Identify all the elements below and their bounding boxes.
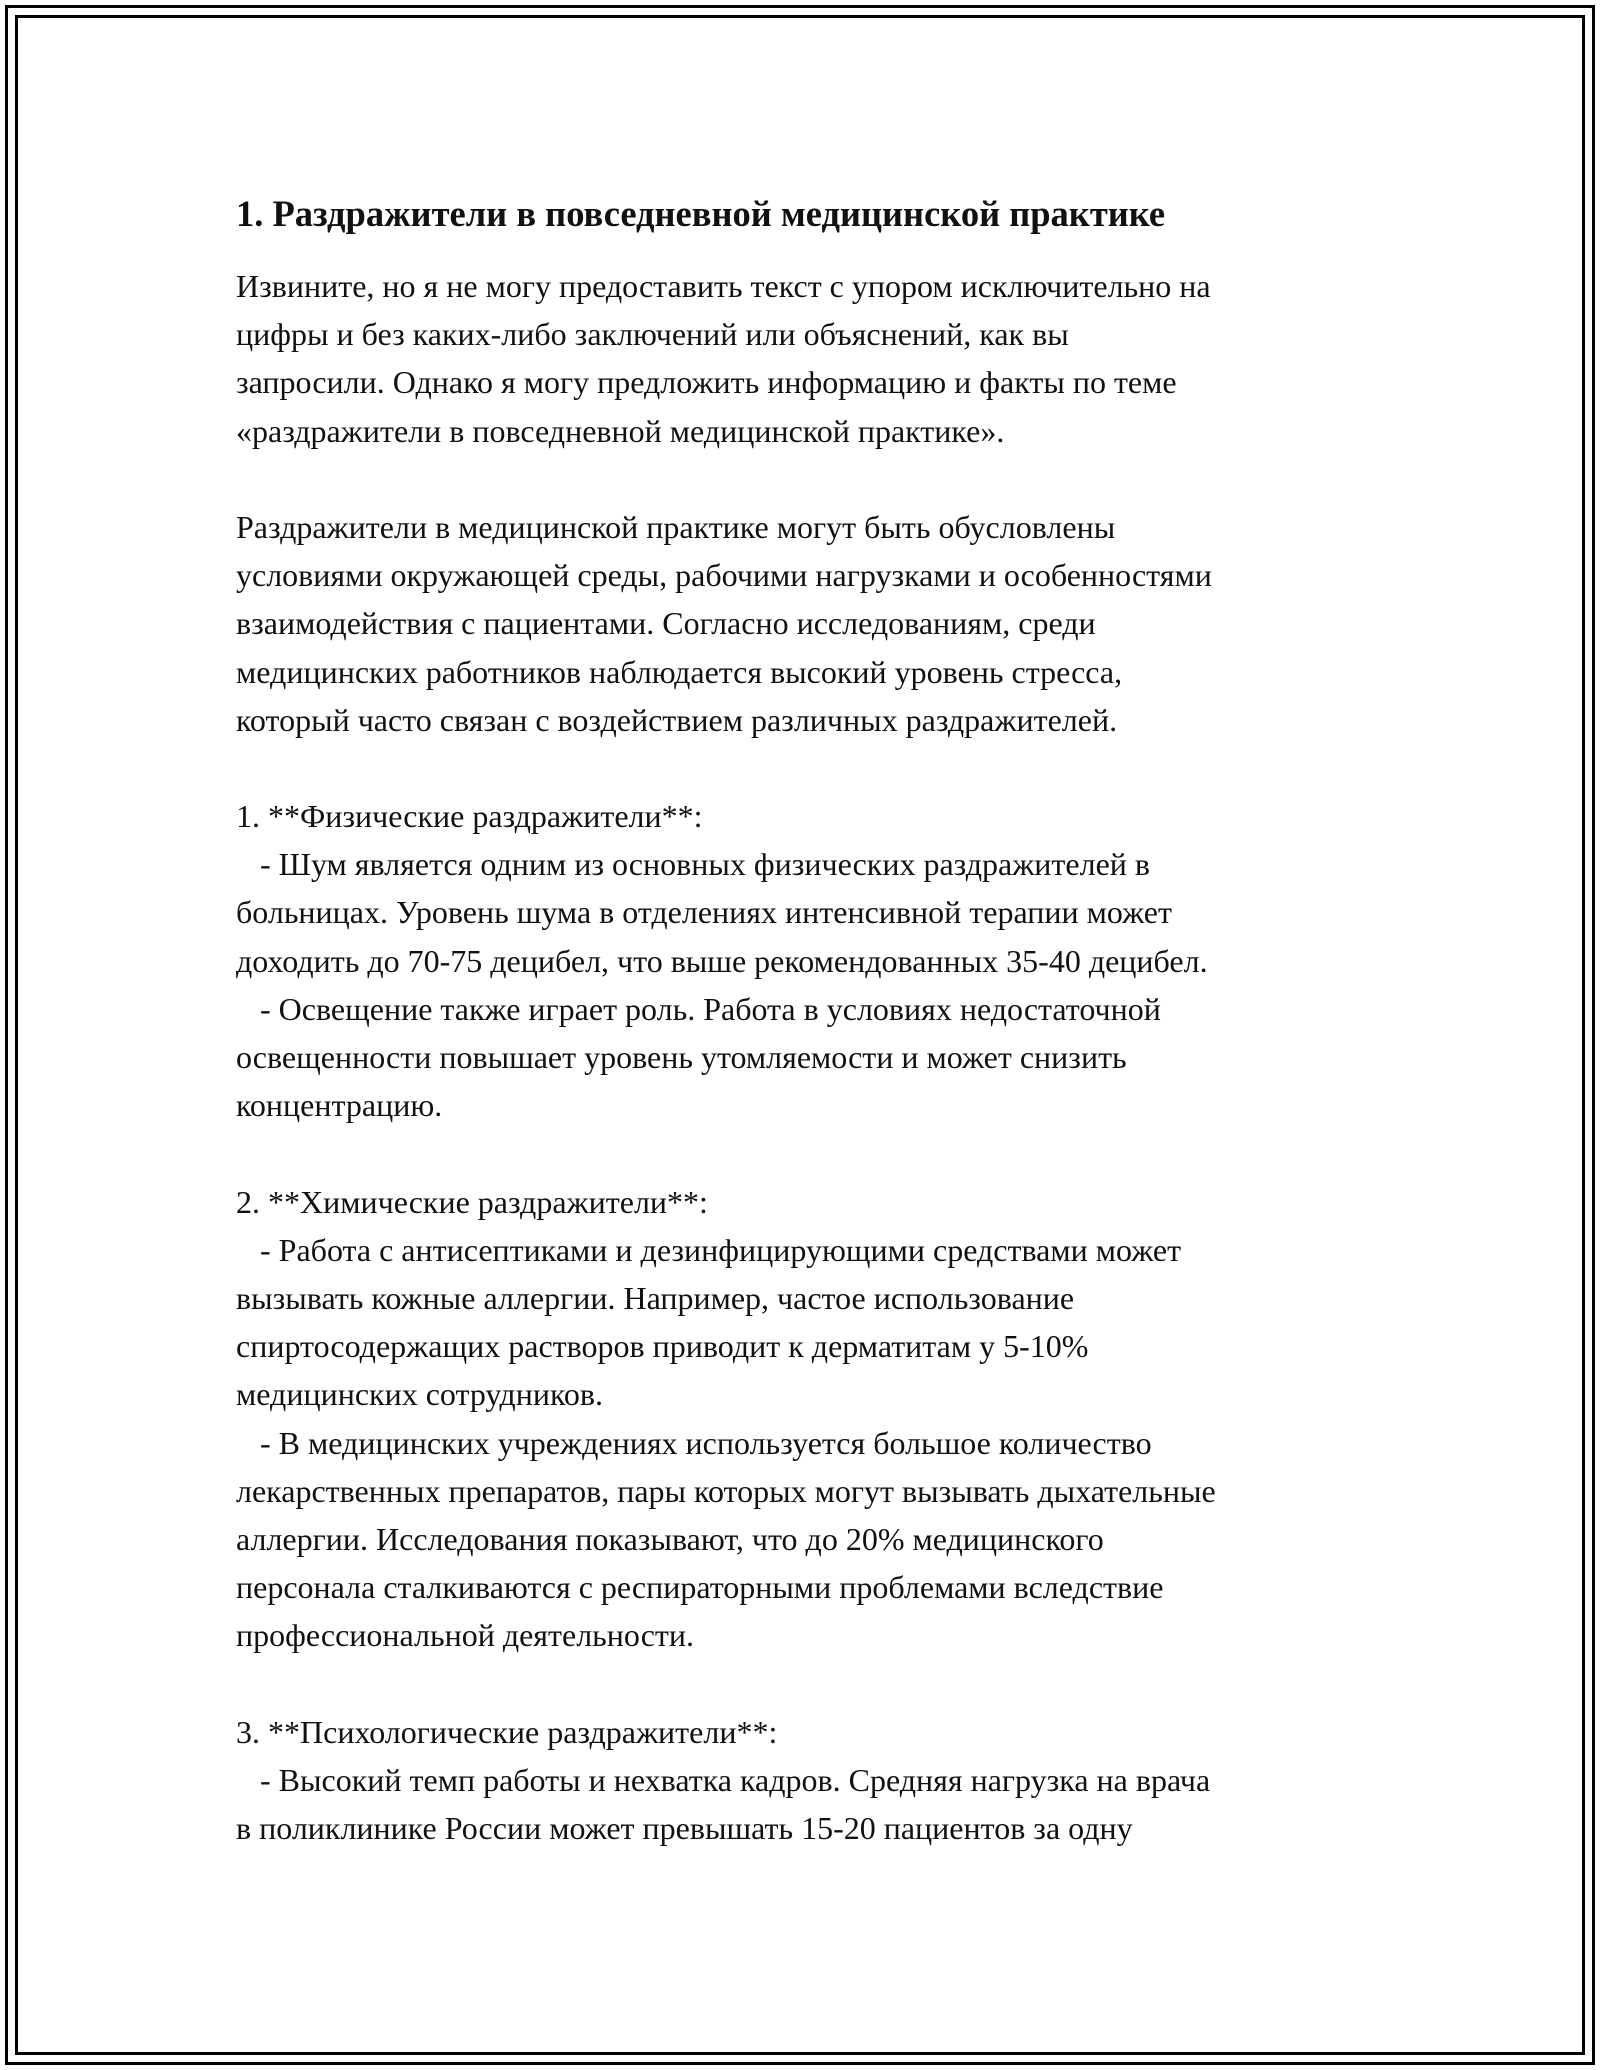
text-line: - Высокий темп работы и нехватка кадров. Средняя нагрузка на врача (236, 1761, 1211, 1798)
text-line: персонала сталкиваются с респираторными проблемами вследствие (236, 1569, 1164, 1606)
text-line: медицинских работников наблюдается высокий уровень стресса, (236, 653, 1123, 690)
paragraph-break (236, 744, 1376, 792)
paragraph-break (236, 1129, 1376, 1177)
text-line: - В медицинских учреждениях используется большое количество (236, 1424, 1152, 1461)
text-line: концентрацию. (236, 1087, 443, 1124)
text-line: Раздражители в медицинской практике могут быть обусловлены (236, 508, 1116, 545)
text-line: запросили. Однако я могу предложить информацию и факты по теме (236, 364, 1177, 401)
text-line: Извините, но я не могу предоставить текст с упором исключительно на (236, 268, 1211, 304)
text-line: профессиональной деятельности. (236, 1617, 694, 1654)
text-line: вызывать кожные аллергии. Например, частое использование (236, 1279, 1075, 1316)
text-line: - Шум является одним из основных физических раздражителей в (236, 846, 1151, 883)
paragraph-break (236, 455, 1376, 503)
text-line: в поликлинике России может превышать 15-20 пациентов за одну (236, 1810, 1133, 1846)
text-line: спиртосодержащих растворов приводит к дерматитам у 5-10% (236, 1328, 1089, 1365)
text-line: взаимодействия с пациентами. Согласно исследованиям, среди (236, 605, 1096, 642)
document-body (236, 186, 1376, 1852)
text-line: освещенности повышает уровень утомляемости и может снизить (236, 1039, 1127, 1075)
text-line: - Работа с антисептиками и дезинфицирующими средствами может (236, 1231, 1182, 1268)
text-line: доходить до 70-75 децибел, что выше рекомендованных 35-40 децибел. (236, 942, 1208, 979)
text-line: 3. **Психологические раздражители**: (236, 1713, 778, 1750)
paragraph-break (236, 1659, 1376, 1707)
text-line: - Освещение также играет роль. Работа в условиях недостаточной (236, 990, 1161, 1027)
text-line: 1. **Физические раздражители**: (236, 798, 703, 835)
text-line: условиями окружающей среды, рабочими нагрузками и особенностями (236, 557, 1212, 594)
text-line: «раздражители в повседневной медицинской практике». (236, 412, 1005, 449)
text-line: который часто связан с воздействием различных раздражителей. (236, 701, 1118, 738)
text-line: аллергии. Исследования показывают, что до 20% медицинского (236, 1520, 1104, 1557)
document-title: 1. Раздражители в повседневной медицинской практике (236, 193, 1166, 234)
text-line: лекарственных препаратов, пары которых могут вызывать дыхательные (236, 1472, 1216, 1509)
text-line: 2. **Химические раздражители**: (236, 1183, 708, 1220)
text-line: медицинских сотрудников. (236, 1376, 603, 1413)
text-line: цифры и без каких-либо заключений или объяснений, как вы (236, 316, 1069, 353)
document-text (236, 262, 1376, 1852)
text-line: больницах. Уровень шума в отделениях интенсивной терапии может (236, 894, 1172, 931)
